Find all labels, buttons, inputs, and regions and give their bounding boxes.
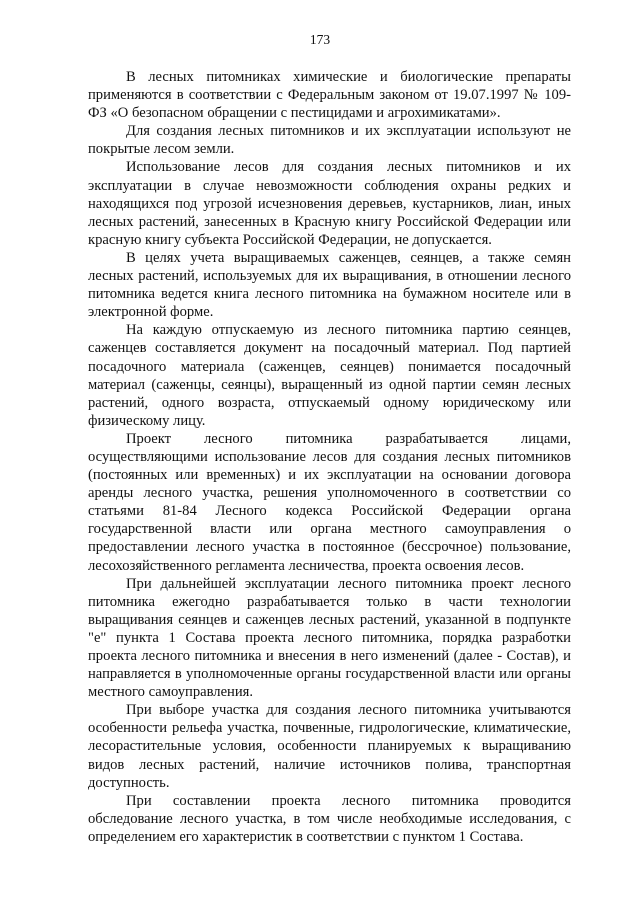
- paragraph-pesticides-law: В лесных питомниках химические и биологические препараты применяются в соответствии с Федеральным законом от 19.07.1997 № 109-ФЗ «О безопасном обращении с пестицидами и агрохимикатами».: [88, 69, 571, 122]
- paragraph-non-forest-lands: Для создания лесных питомников и их эксплуатации используют не покрытые лесом земли.: [88, 123, 571, 158]
- paragraph-annual-project-update: При дальнейшей эксплуатации лесного питомника проект лесного питомника ежегодно разрабатывается только в части технологии выращивания сеянцев и саженцев лесных растений, указанной в подпункте "е" пункта 1 Состава проекта лесного питомника, порядка разработки проекта лесного питомника и внесения в него изменений (далее - Состав), и направляется в уполномоченные органы государственной власти или органы местного самоуправления.: [88, 575, 571, 701]
- paragraph-site-selection: При выборе участка для создания лесного питомника учитываются особенности рельефа участка, почвенные, гидрологические, климатические, лесорастительные условия, особенности планируемых к выращиванию видов лесных растений, наличие источников полива, транспортная доступность.: [88, 702, 571, 791]
- paragraph-site-survey: При составлении проекта лесного питомника проводится обследование лесного участка, в том числе необходимые исследования, с определением его характеристик в соответствии с пунктом 1 Состава.: [88, 792, 571, 845]
- paragraph-nursery-project: Проект лесного питомника разрабатывается лицами, осуществляющими использование лесов для создания лесных питомников (постоянных или временных) и их эксплуатации на основании договора аренды лесного участка, решения уполномоченного в соответствии со статьями 81-84 Лесного кодекса Российской Федерации органа государственной власти или органа местного самоуправления о предоставлении лесного участка в постоянное (бессрочное) пользование, лесохозяйственного регламента лесничества, проекта освоения лесов.: [88, 430, 571, 574]
- page-number: 173: [309, 32, 331, 47]
- paragraph-red-book-restriction: Использование лесов для создания лесных питомников и их эксплуатации в случае невозможности соблюдения охраны редких и находящихся под угрозой исчезновения деревьев, кустарников, лиан, иных лесных растений, занесенных в Красную книгу Российской Федерации или красную книгу субъекта Российской Федерации, не допускается.: [88, 159, 571, 248]
- paragraph-nursery-book: В целях учета выращиваемых саженцев, сеянцев, а также семян лесных растений, используемых для их выращивания, в отношении лесного питомника ведется книга лесного питомника на бумажном носителе или в электронной форме.: [88, 249, 571, 321]
- paragraph-planting-material-document: На каждую отпускаемую из лесного питомника партию сеянцев, саженцев составляется документ на посадочный материал. Под партией посадочного материала (саженцев, сеянцев) понимается посадочный материал (саженцы, сеянцы), выращенный из одной партии семян лесных растений, одного возраста, отпускаемый одному юридическому или физическому лицу.: [88, 322, 571, 429]
- text-body: [88, 68, 571, 846]
